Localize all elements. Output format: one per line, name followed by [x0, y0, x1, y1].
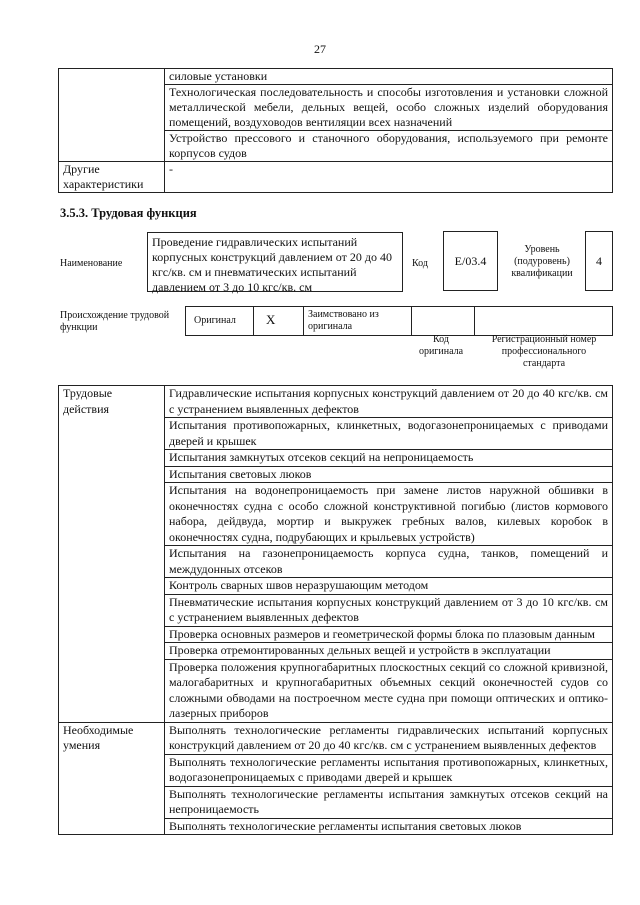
- skill-item: Выполнять технологические регламенты испытания противопожарных, клинкетных, водогазонепроницаемых с приводами дверей и крышек: [165, 754, 613, 786]
- original-mark: X: [266, 312, 276, 327]
- labor-action-item: Испытания на газонепроницаемость корпуса судна, танков, помещений и междудонных отсеков: [165, 546, 613, 578]
- level-value: 4: [596, 253, 602, 268]
- labor-action-item: Испытания противопожарных, клинкетных, водогазонепроницаемых с приводами дверей и крышек: [165, 418, 613, 450]
- knowledge-table-continuation: [58, 68, 613, 193]
- labor-action-item: Гидравлические испытания корпусных конструкций давлением от 20 до 40 кгс/кв. см с устранением выявленных дефектов: [165, 386, 613, 418]
- skill-item: Выполнять технологические регламенты испытания замкнутых отсеков секций на непроницаемость: [165, 786, 613, 818]
- code-original-cell: [411, 307, 474, 335]
- name-label: Наименование: [60, 258, 123, 269]
- labor-action-item: Испытания световых люков: [165, 466, 613, 483]
- function-name-box: Проведение гидравлических испытаний корпусных конструкций давлением от 20 до 40 кгс/кв. см и пневматических испытаний давлением от 3 до 10 кгс/кв. см: [147, 232, 403, 292]
- original-label: Оригинал: [194, 315, 236, 326]
- section-heading: 3.5.3. Трудовая функция: [60, 206, 197, 220]
- table-cell-empty: [59, 69, 165, 162]
- code-value-box: [443, 231, 498, 291]
- labor-action-item: Испытания на водонепроницаемость при замене листов наружной обшивки в оконечностях судна с особо сложной конструктивной погибью (листов кормового набора, дейдвуда, мортир и выкружек гребных валов, килевых коробок в оконечностях судна, подрубающих и крыльевых устройств): [165, 483, 613, 546]
- skill-item: Выполнять технологические регламенты испытания световых люков: [165, 818, 613, 835]
- code-original-label: Код оригинала: [418, 334, 464, 357]
- page-number: 27: [314, 42, 326, 56]
- origin-label: Происхождение трудовой функции: [60, 310, 170, 333]
- level-label: Уровень (подуровень) квалификации: [511, 244, 573, 279]
- original-cell: [185, 307, 253, 335]
- table-cell: -: [165, 162, 613, 193]
- borrowed-label: Заимствовано из оригинала: [308, 309, 379, 332]
- skill-item: Выполнять технологические регламенты гидравлических испытаний корпусных конструкций давлением от 20 до 40 кгс/кв. см с устранением выявленных дефектов: [165, 722, 613, 754]
- labor-action-item: Испытания замкнутых отсеков секций на непроницаемость: [165, 450, 613, 467]
- labor-action-item: Пневматические испытания корпусных конструкций давлением от 3 до 10 кгс/кв. см с устранением выявленных дефектов: [165, 594, 613, 626]
- labor-action-item: Контроль сварных швов неразрушающим методом: [165, 578, 613, 595]
- code-value: E/03.4: [454, 253, 487, 268]
- table-cell: силовые установки: [165, 69, 613, 85]
- table-cell: Технологическая последовательность и способы изготовления и установки сложной металлической мебели, дельных вещей, особо сложных изделий оборудования помещений, воздуховодов вентиляции всех назначений: [165, 85, 613, 131]
- row-label-labor-actions: Трудовые действия: [59, 386, 165, 723]
- reg-number-cell: [474, 307, 613, 335]
- table-cell: Устройство прессового и станочного оборудования, используемого при ремонте корпусов судов: [165, 131, 613, 162]
- level-value-box: [585, 231, 613, 291]
- original-mark-cell: [253, 307, 303, 335]
- code-label: Код: [412, 258, 428, 269]
- labor-function-table: [58, 385, 613, 835]
- labor-action-item: Проверка основных размеров и геометрической формы блока по плазовым данным: [165, 626, 613, 643]
- row-label-required-skills: Необходимые умения: [59, 722, 165, 835]
- origin-row: [185, 306, 613, 336]
- reg-number-label: Регистрационный номер профессионального стандарта: [491, 334, 597, 369]
- row-label-other-characteristics: Другие характеристики: [59, 162, 165, 193]
- borrowed-cell: [303, 307, 411, 335]
- labor-action-item: Проверка отремонтированных дельных вещей и устройств в эксплуатации: [165, 643, 613, 660]
- labor-action-item: Проверка положения крупногабаритных плоскостных секций со сложной кривизной, малогабаритных и крупногабаритных объемных секций оконечностей судов со сложными обводами на построечном месте судна при помощи оптических и оптико-лазерных приборов: [165, 659, 613, 722]
